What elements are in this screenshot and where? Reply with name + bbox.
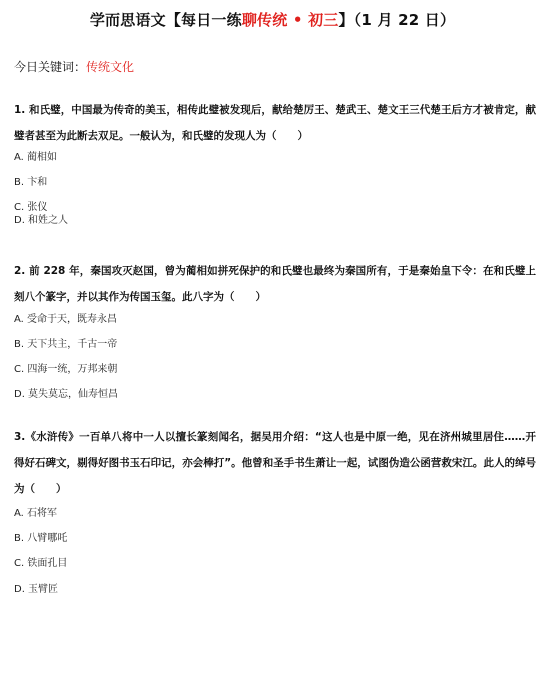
question-2-option-b[interactable]: B. 天下共主，千古一帝	[14, 339, 118, 350]
title-prefix: 学而思语文【每日一练	[89, 11, 242, 29]
question-1-option-d[interactable]: D. 和姓之人	[14, 215, 69, 226]
question-3-option-c[interactable]: C. 铁面孔目	[14, 558, 68, 569]
title-highlight: 聊传统 • 初三	[241, 11, 339, 29]
title-suffix: 】（1 月 22 日）	[338, 11, 456, 29]
question-3-option-b[interactable]: B. 八臂哪吒	[14, 533, 68, 544]
keyword-value: 传统文化	[86, 60, 135, 74]
question-2-stem: 2. 前 228 年，秦国攻灭赵国，曾为蔺相如拼死保护的和氏璧也最终为秦国所有，于是秦始皇下令：在和氏璧上刻八个篆字，并以其作为传国玉玺。此八字为（ ）	[14, 265, 536, 303]
question-2-option-c[interactable]: C. 四海一统，万邦来朝	[14, 364, 118, 375]
question-1-option-a[interactable]: A. 蔺相如	[14, 152, 58, 163]
question-1-stem: 1. 和氏璧，中国最为传奇的美玉，相传此璧被发现后，献给楚厉王、楚武王、楚文王三代楚王后方才被肯定，献璧者甚至为此断去双足。一般认为，和氏璧的发现人为（ ）	[14, 104, 536, 142]
page-title	[0, 9, 545, 30]
question-2-option-d[interactable]: D. 莫失莫忘，仙寿恒昌	[14, 389, 119, 400]
question-3-option-d[interactable]: D. 玉臂匠	[14, 584, 59, 595]
question-3-stem: 3.《水浒传》一百单八将中一人以擅长篆刻闻名，据吴用介绍：“这人也是中原一绝，见在济州城里居住……开得好石碑文，剔得好图书玉石印记，亦会棒打”。他曾和圣手书生萧让一起，试图伪造公函营救宋江。此人的绰号为（ ）	[14, 431, 536, 495]
keyword-line	[14, 58, 134, 75]
keyword-label: 今日关键词：	[14, 60, 87, 74]
question-1-option-b[interactable]: B. 卞和	[14, 177, 48, 188]
question-3-option-a[interactable]: A. 石将军	[14, 508, 58, 519]
question-1-option-c[interactable]: C. 张仪	[14, 202, 48, 213]
question-2-option-a[interactable]: A. 受命于天，既寿永昌	[14, 314, 118, 325]
